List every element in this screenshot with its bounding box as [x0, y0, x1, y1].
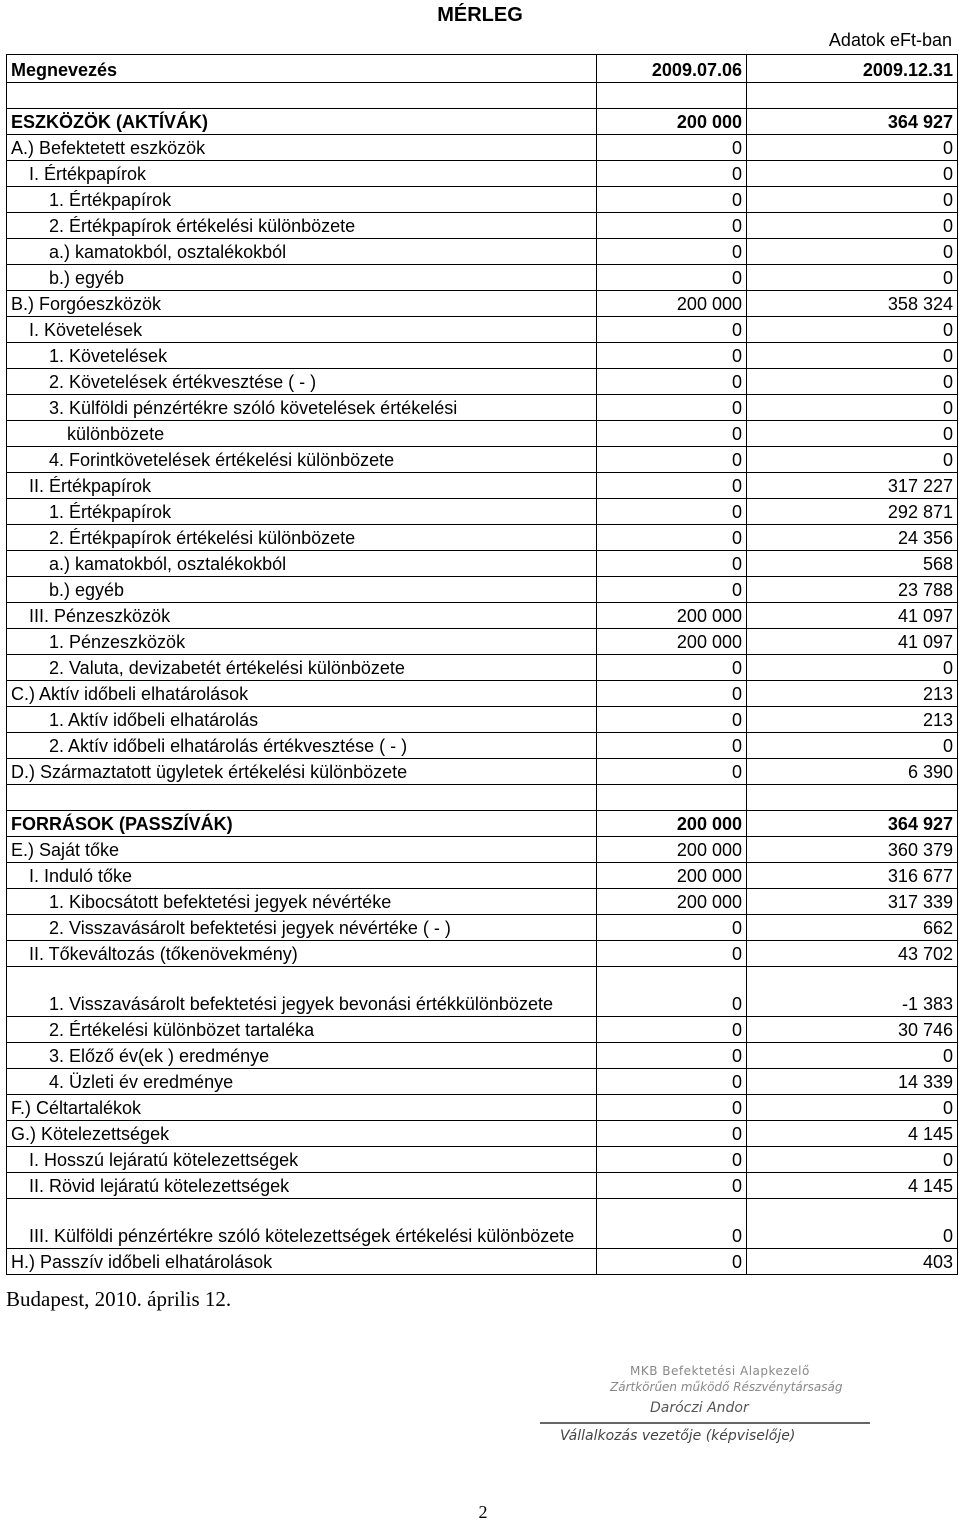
- row-value-2009-07-06: 0: [597, 213, 747, 239]
- row-value-2009-07-06: 0: [597, 551, 747, 577]
- table-row: [7, 681, 958, 707]
- table-row: [7, 395, 958, 421]
- row-value-2009-07-06: 0: [597, 265, 747, 291]
- row-value-2009-07-06: 200 000: [597, 837, 747, 863]
- row-value-2009-12-31: 0: [747, 655, 958, 681]
- row-label: D.) Származtatott ügyletek értékelési különbözete: [7, 759, 597, 785]
- row-label: B.) Forgóeszközök: [7, 291, 597, 317]
- row-value-2009-07-06: 0: [597, 1121, 747, 1147]
- table-row: [7, 733, 958, 759]
- row-value-2009-07-06: 200 000: [597, 811, 747, 837]
- row-value-2009-12-31: 0: [747, 421, 958, 447]
- row-label: ESZKÖZÖK (AKTÍVÁK): [7, 109, 597, 135]
- row-value-2009-07-06: 0: [597, 681, 747, 707]
- row-value-2009-07-06: 0: [597, 967, 747, 1017]
- table-row: [7, 655, 958, 681]
- row-label: F.) Céltartalékok: [7, 1095, 597, 1121]
- row-value-2009-07-06: 0: [597, 239, 747, 265]
- table-body: [7, 83, 958, 1275]
- table-row: [7, 187, 958, 213]
- table-header-row: [7, 55, 958, 83]
- table-row: [7, 369, 958, 395]
- row-value-2009-07-06: 0: [597, 447, 747, 473]
- row-value-2009-12-31: -1 383: [747, 967, 958, 1017]
- row-value-2009-12-31: 403: [747, 1249, 958, 1275]
- row-value-2009-12-31: 0: [747, 1199, 958, 1249]
- spacer-row: [7, 83, 958, 109]
- page-title: MÉRLEG: [437, 4, 523, 26]
- spacer-row: [7, 785, 958, 811]
- row-label: 2. Valuta, devizabetét értékelési különbözete: [7, 655, 597, 681]
- row-value-2009-12-31: 0: [747, 317, 958, 343]
- table-row: [7, 967, 958, 1017]
- row-label: G.) Kötelezettségek: [7, 1121, 597, 1147]
- column-header-date1: 2009.07.06: [597, 55, 747, 83]
- row-label: b.) egyéb: [7, 265, 597, 291]
- row-label: különbözete: [7, 421, 597, 447]
- unit-note: Adatok eFt-ban: [828, 30, 952, 50]
- row-value-2009-12-31: 213: [747, 707, 958, 733]
- row-value-2009-07-06: 0: [597, 187, 747, 213]
- row-value-2009-12-31: 0: [747, 135, 958, 161]
- table-row: [7, 863, 958, 889]
- row-value-2009-12-31: 364 927: [747, 811, 958, 837]
- row-value-2009-07-06: 0: [597, 1147, 747, 1173]
- row-value-2009-07-06: 200 000: [597, 889, 747, 915]
- row-value-2009-12-31: 316 677: [747, 863, 958, 889]
- row-label: 4. Üzleti év eredménye: [7, 1069, 597, 1095]
- row-value-2009-12-31: 0: [747, 1147, 958, 1173]
- row-value-2009-12-31: 213: [747, 681, 958, 707]
- row-label: 2. Követelések értékvesztése ( - ): [7, 369, 597, 395]
- row-label: 1. Értékpapírok: [7, 499, 597, 525]
- row-value-2009-12-31: 364 927: [747, 109, 958, 135]
- row-value-2009-07-06: 0: [597, 1173, 747, 1199]
- empty-cell: [747, 785, 958, 811]
- row-label: 1. Követelések: [7, 343, 597, 369]
- row-label: FORRÁSOK (PASSZÍVÁK): [7, 811, 597, 837]
- table-row: [7, 525, 958, 551]
- row-label: 1. Visszavásárolt befektetési jegyek bevonási értékkülönbözete: [7, 967, 597, 1017]
- table-row: [7, 447, 958, 473]
- table-row: [7, 343, 958, 369]
- row-value-2009-12-31: 43 702: [747, 941, 958, 967]
- table-row: [7, 889, 958, 915]
- balance-sheet-table: [6, 54, 958, 1275]
- table-row: [7, 915, 958, 941]
- page-number: 2: [478, 1502, 488, 1522]
- row-label: E.) Saját tőke: [7, 837, 597, 863]
- table-row: [7, 1017, 958, 1043]
- row-value-2009-07-06: 0: [597, 941, 747, 967]
- table-row: [7, 291, 958, 317]
- row-value-2009-12-31: 30 746: [747, 1017, 958, 1043]
- empty-cell: [597, 785, 747, 811]
- row-value-2009-12-31: 0: [747, 447, 958, 473]
- row-label: C.) Aktív időbeli elhatárolások: [7, 681, 597, 707]
- row-value-2009-07-06: 200 000: [597, 291, 747, 317]
- row-label: III. Külföldi pénzértékre szóló kötelezettségek értékelési különbözete: [7, 1199, 597, 1249]
- row-value-2009-12-31: 360 379: [747, 837, 958, 863]
- row-value-2009-07-06: 0: [597, 759, 747, 785]
- row-value-2009-07-06: 0: [597, 369, 747, 395]
- row-value-2009-12-31: 0: [747, 239, 958, 265]
- row-value-2009-07-06: 200 000: [597, 629, 747, 655]
- column-header-name: Megnevezés: [7, 55, 597, 83]
- row-label: 4. Forintkövetelések értékelési különbözete: [7, 447, 597, 473]
- row-value-2009-12-31: 0: [747, 733, 958, 759]
- table-row: [7, 239, 958, 265]
- row-value-2009-12-31: 0: [747, 213, 958, 239]
- row-value-2009-12-31: 14 339: [747, 1069, 958, 1095]
- table-row: [7, 629, 958, 655]
- table-row: [7, 1095, 958, 1121]
- table-row: [7, 551, 958, 577]
- row-value-2009-07-06: 0: [597, 395, 747, 421]
- table-row: [7, 759, 958, 785]
- stamp-divider: [540, 1422, 870, 1424]
- row-value-2009-07-06: 200 000: [597, 603, 747, 629]
- row-value-2009-12-31: 4 145: [747, 1173, 958, 1199]
- empty-cell: [597, 83, 747, 109]
- row-label: 1. Kibocsátott befektetési jegyek névértéke: [7, 889, 597, 915]
- row-value-2009-12-31: 4 145: [747, 1121, 958, 1147]
- row-value-2009-07-06: 0: [597, 343, 747, 369]
- row-label: a.) kamatokból, osztalékokból: [7, 551, 597, 577]
- table-row: [7, 1121, 958, 1147]
- empty-cell: [747, 83, 958, 109]
- row-value-2009-12-31: 41 097: [747, 629, 958, 655]
- row-value-2009-12-31: 662: [747, 915, 958, 941]
- row-label: I. Értékpapírok: [7, 161, 597, 187]
- row-value-2009-07-06: 0: [597, 655, 747, 681]
- table-row: [7, 265, 958, 291]
- row-value-2009-12-31: 358 324: [747, 291, 958, 317]
- table-row: [7, 837, 958, 863]
- table-row: [7, 213, 958, 239]
- column-header-date2: 2009.12.31: [747, 55, 958, 83]
- row-value-2009-07-06: 0: [597, 317, 747, 343]
- row-label: 2. Értékelési különbözet tartaléka: [7, 1017, 597, 1043]
- row-value-2009-07-06: 0: [597, 135, 747, 161]
- row-value-2009-12-31: 6 390: [747, 759, 958, 785]
- row-value-2009-12-31: 23 788: [747, 577, 958, 603]
- row-value-2009-07-06: 200 000: [597, 863, 747, 889]
- row-value-2009-12-31: 317 339: [747, 889, 958, 915]
- row-label: A.) Befektetett eszközök: [7, 135, 597, 161]
- row-label: 1. Pénzeszközök: [7, 629, 597, 655]
- row-value-2009-07-06: 0: [597, 915, 747, 941]
- row-label: b.) egyéb: [7, 577, 597, 603]
- row-value-2009-07-06: 0: [597, 1249, 747, 1275]
- table-row: [7, 1069, 958, 1095]
- table-row: [7, 1147, 958, 1173]
- row-value-2009-07-06: 0: [597, 707, 747, 733]
- empty-cell: [7, 83, 597, 109]
- row-label: 3. Külföldi pénzértékre szóló követelések értékelési: [7, 395, 597, 421]
- row-label: 3. Előző év(ek ) eredménye: [7, 1043, 597, 1069]
- row-label: 2. Visszavásárolt befektetési jegyek névértéke ( - ): [7, 915, 597, 941]
- row-value-2009-12-31: 0: [747, 265, 958, 291]
- table-row: [7, 577, 958, 603]
- row-value-2009-12-31: 0: [747, 187, 958, 213]
- row-value-2009-12-31: 0: [747, 395, 958, 421]
- table-row: [7, 1173, 958, 1199]
- table-row: [7, 317, 958, 343]
- row-value-2009-12-31: 317 227: [747, 473, 958, 499]
- row-value-2009-07-06: 0: [597, 421, 747, 447]
- row-value-2009-07-06: 0: [597, 1199, 747, 1249]
- table-row: [7, 135, 958, 161]
- place-and-date: Budapest, 2010. április 12.: [6, 1287, 232, 1311]
- row-label: I. Induló tőke: [7, 863, 597, 889]
- row-label: II. Tőkeváltozás (tőkenövekmény): [7, 941, 597, 967]
- table-row: [7, 941, 958, 967]
- row-label: 2. Értékpapírok értékelési különbözete: [7, 525, 597, 551]
- company-stamp-signature: [530, 1364, 876, 1448]
- table-row: [7, 1199, 958, 1249]
- table-row: [7, 811, 958, 837]
- row-label: 1. Aktív időbeli elhatárolás: [7, 707, 597, 733]
- row-value-2009-12-31: 0: [747, 343, 958, 369]
- row-label: 1. Értékpapírok: [7, 187, 597, 213]
- stamp-company-form: Zártkörűen működő Részvénytársaság: [610, 1380, 843, 1394]
- row-value-2009-07-06: 0: [597, 1095, 747, 1121]
- row-value-2009-12-31: 41 097: [747, 603, 958, 629]
- row-label: II. Rövid lejáratú kötelezettségek: [7, 1173, 597, 1199]
- row-value-2009-07-06: 0: [597, 473, 747, 499]
- row-value-2009-12-31: 0: [747, 369, 958, 395]
- table-row: [7, 421, 958, 447]
- row-value-2009-07-06: 0: [597, 1069, 747, 1095]
- table-row: [7, 473, 958, 499]
- stamp-signer-role: Vállalkozás vezetője (képviselője): [560, 1428, 796, 1444]
- row-value-2009-07-06: 0: [597, 161, 747, 187]
- row-value-2009-07-06: 0: [597, 1043, 747, 1069]
- row-label: H.) Passzív időbeli elhatárolások: [7, 1249, 597, 1275]
- row-value-2009-12-31: 568: [747, 551, 958, 577]
- table-row: [7, 161, 958, 187]
- row-value-2009-07-06: 0: [597, 525, 747, 551]
- row-value-2009-07-06: 0: [597, 499, 747, 525]
- row-value-2009-12-31: 24 356: [747, 525, 958, 551]
- row-value-2009-07-06: 0: [597, 1017, 747, 1043]
- row-label: I. Követelések: [7, 317, 597, 343]
- row-value-2009-12-31: 0: [747, 1095, 958, 1121]
- row-value-2009-12-31: 0: [747, 161, 958, 187]
- row-value-2009-12-31: 0: [747, 1043, 958, 1069]
- row-value-2009-07-06: 200 000: [597, 109, 747, 135]
- stamp-signer-name: Daróczi Andor: [650, 1400, 749, 1416]
- row-label: III. Pénzeszközök: [7, 603, 597, 629]
- table-row: [7, 499, 958, 525]
- table-row: [7, 603, 958, 629]
- table-row: [7, 1249, 958, 1275]
- table-row: [7, 109, 958, 135]
- row-value-2009-07-06: 0: [597, 577, 747, 603]
- row-label: 2. Aktív időbeli elhatárolás értékvesztése ( - ): [7, 733, 597, 759]
- row-value-2009-07-06: 0: [597, 733, 747, 759]
- row-value-2009-12-31: 292 871: [747, 499, 958, 525]
- table-row: [7, 1043, 958, 1069]
- row-label: a.) kamatokból, osztalékokból: [7, 239, 597, 265]
- table-row: [7, 707, 958, 733]
- stamp-company-line: MKB Befektetési Alapkezelő: [630, 1364, 810, 1378]
- row-label: I. Hosszú lejáratú kötelezettségek: [7, 1147, 597, 1173]
- row-label: 2. Értékpapírok értékelési különbözete: [7, 213, 597, 239]
- empty-cell: [7, 785, 597, 811]
- row-label: II. Értékpapírok: [7, 473, 597, 499]
